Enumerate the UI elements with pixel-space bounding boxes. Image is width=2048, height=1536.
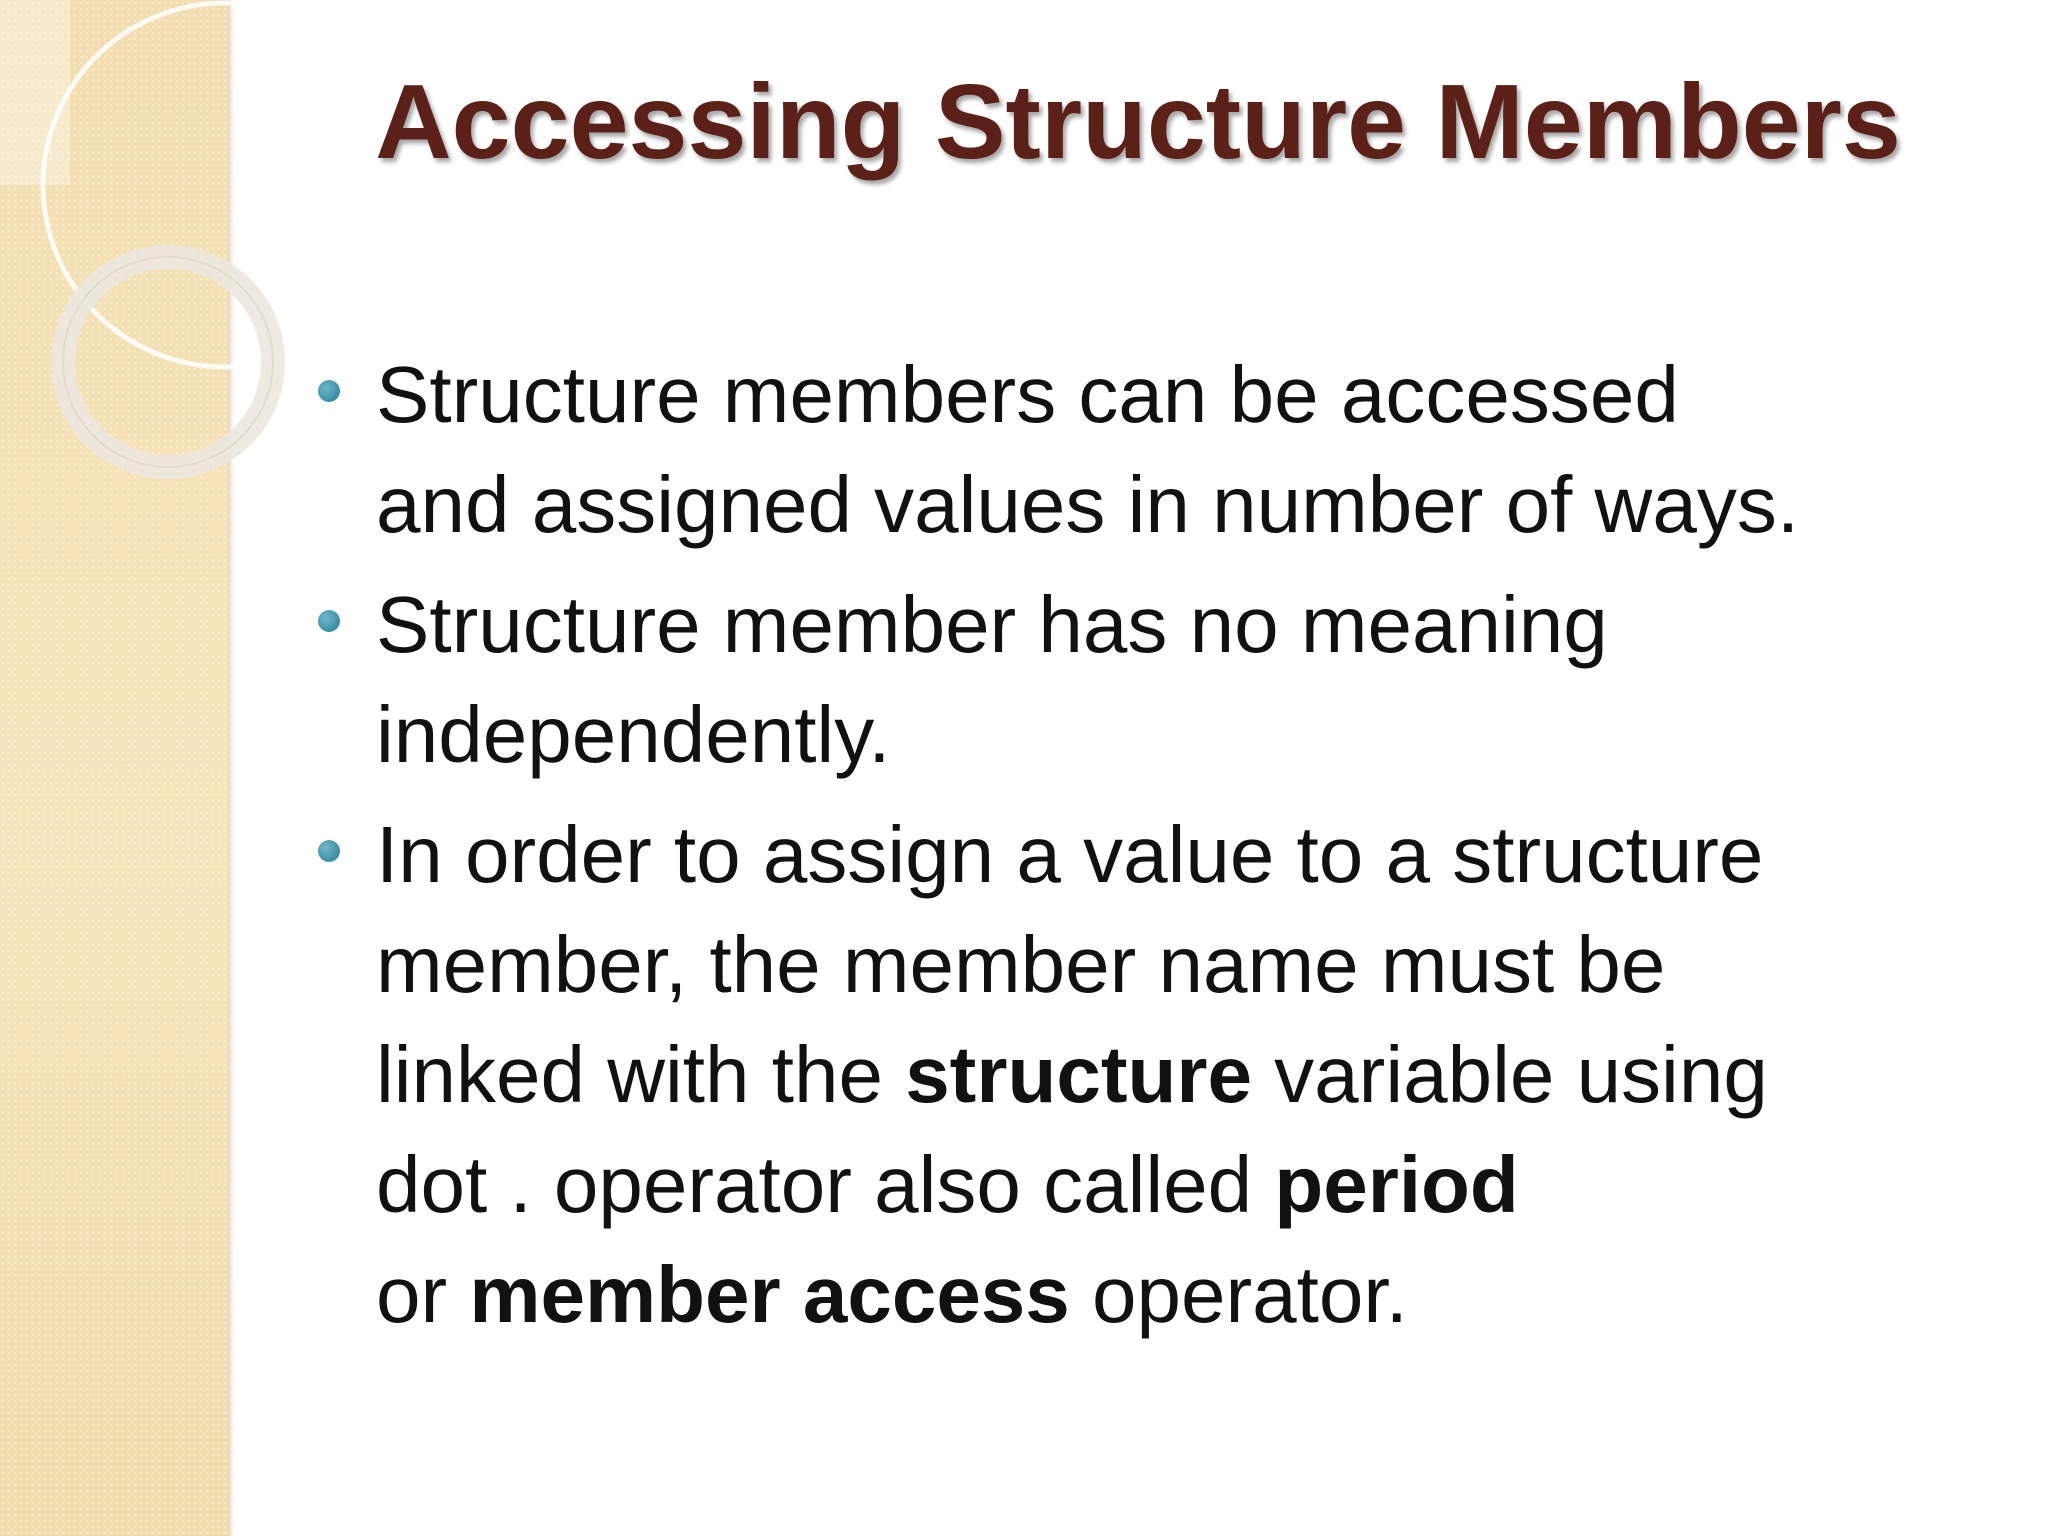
bullet-line: [376, 1020, 2018, 1130]
bullet-text: linked with the: [376, 1030, 906, 1119]
bullet-line: [376, 450, 2018, 560]
bold-term: period: [1274, 1140, 1519, 1229]
bullet-item: [318, 570, 2018, 790]
bullet-line: [376, 340, 2018, 450]
bullet-text: Structure member has no meaning: [376, 580, 1608, 669]
bullet-text: operator.: [1069, 1250, 1408, 1339]
bullet-text: independently.: [376, 690, 891, 779]
bullet-dot-icon: [318, 380, 340, 402]
bullet-line: [376, 570, 2018, 680]
bullet-text: or: [376, 1250, 470, 1339]
small-ring: [63, 257, 273, 467]
bullet-dot-icon: [318, 840, 340, 862]
bullet-item: [318, 800, 2018, 1350]
bullet-line: [376, 1240, 2018, 1350]
bullet-text: dot . operator also called: [376, 1140, 1275, 1229]
bullet-line: [376, 910, 2018, 1020]
bullet-item: [318, 340, 2018, 560]
bullet-line: [376, 1130, 2018, 1240]
bullet-dot-icon: [318, 610, 340, 632]
bullet-text: In order to assign a value to a structure: [376, 810, 1764, 899]
bullet-text: and assigned values in number of ways.: [376, 460, 1800, 549]
bullet-list: [318, 340, 2018, 1360]
bullet-text: Structure members can be accessed: [376, 350, 1679, 439]
bold-term: member access: [469, 1250, 1070, 1339]
bullet-line: [376, 680, 2018, 790]
bullet-line: [376, 800, 2018, 910]
bold-term: structure: [905, 1030, 1252, 1119]
bullet-text: variable using: [1251, 1030, 1768, 1119]
slide-title: Accessing Structure Members: [375, 63, 1901, 181]
bullet-text: member, the member name must be: [376, 920, 1666, 1009]
